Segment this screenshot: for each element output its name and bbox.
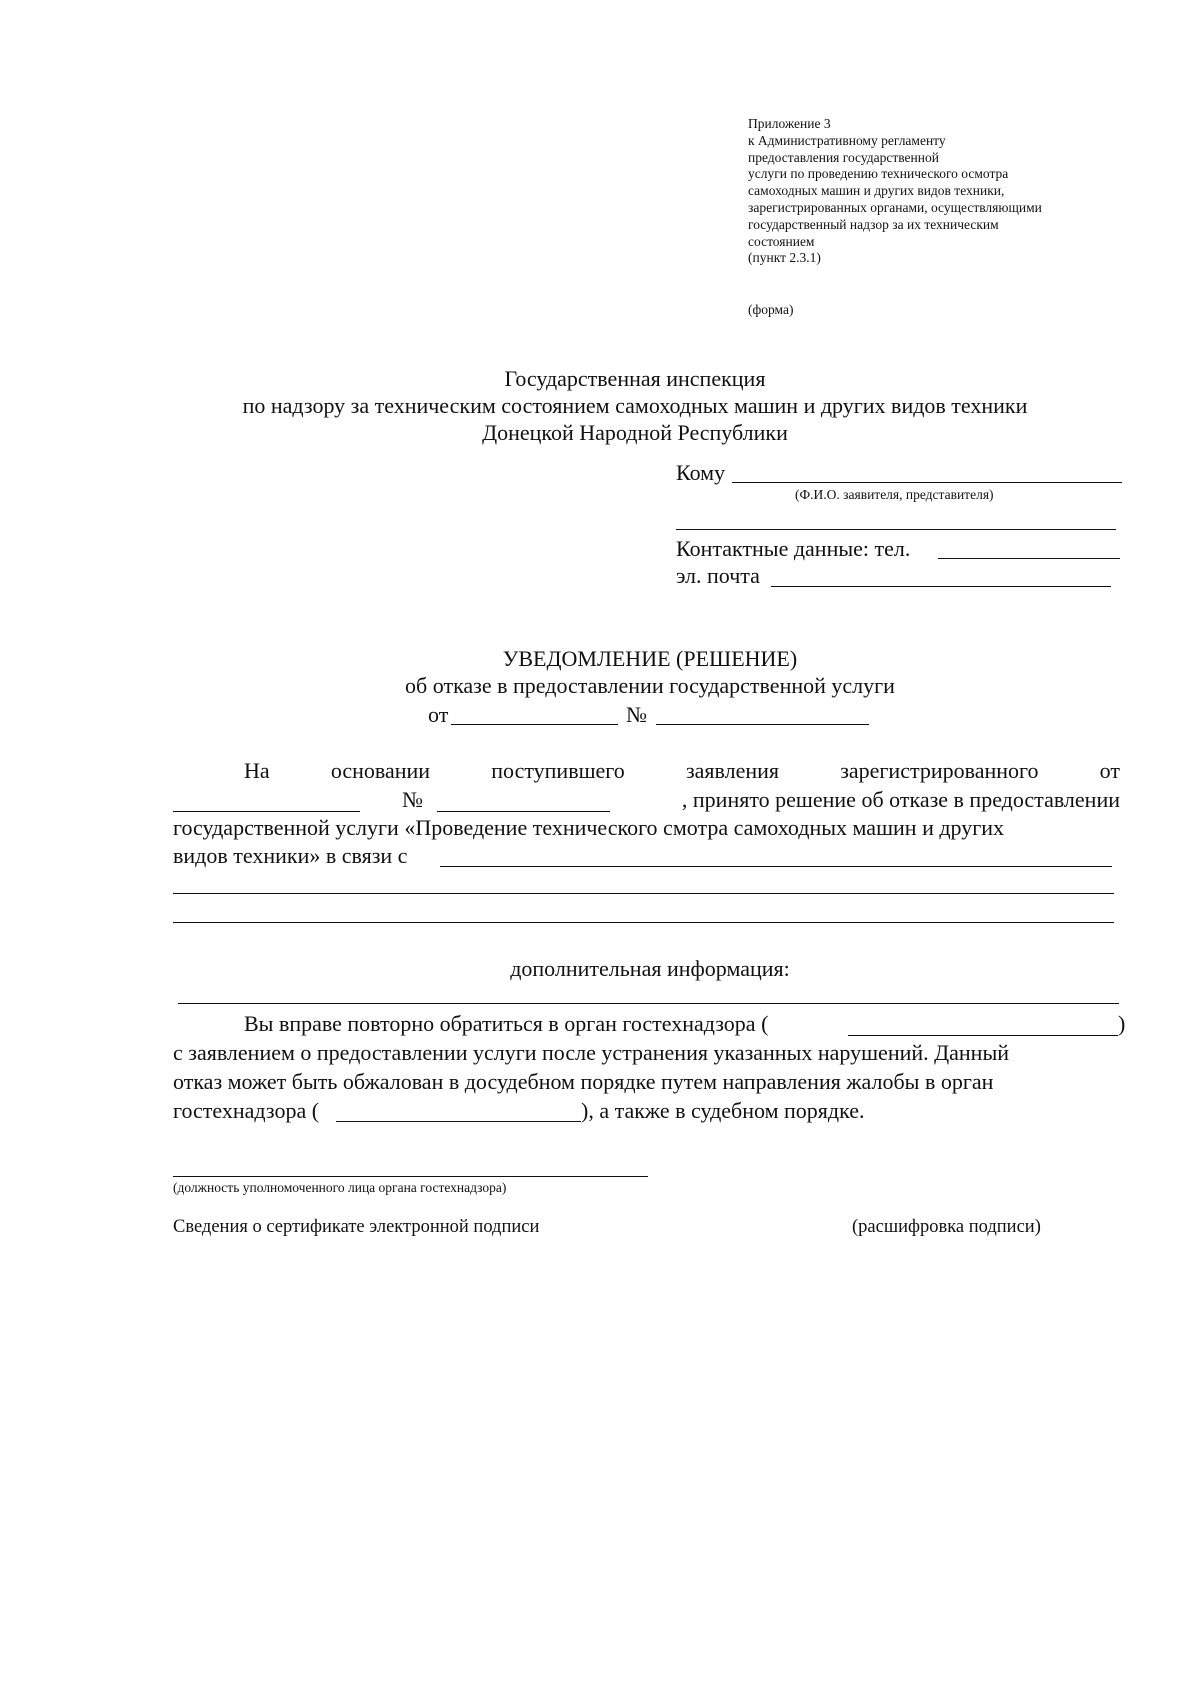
notice-number-sign: № [626, 702, 647, 727]
issuer-line-3: Донецкой Народной Республики [482, 420, 788, 445]
application-number-field[interactable] [437, 811, 610, 812]
reason-field-3[interactable] [173, 922, 1114, 923]
phone-field[interactable] [938, 558, 1120, 559]
additional-info-field[interactable] [178, 1003, 1119, 1004]
issuer-line-2: по надзору за техническим состоянием самоходных машин и других видов техники [242, 393, 1028, 418]
appendix-line: самоходных машин и других видов техники, [748, 183, 1005, 199]
main-line-3: государственной услуги «Проведение технического смотра самоходных машин и других [173, 815, 1005, 840]
appendix-block [748, 116, 1148, 267]
appeal-line-3: отказ может быть обжалован в досудебном порядке путем направления жалобы в орган [173, 1069, 994, 1094]
decoding-label: (расшифровка подписи) [852, 1217, 1041, 1237]
notice-date-field[interactable] [451, 724, 618, 725]
contact-label: Контактные данные: тел. [676, 536, 911, 561]
appendix-line: состоянием [748, 233, 815, 249]
appeal-line-4-end: ), а также в судебном порядке. [581, 1098, 865, 1123]
main-word: от [1099, 758, 1120, 783]
application-date-field[interactable] [173, 811, 360, 812]
notice-subtitle: об отказе в предоставлении государственной услуги [405, 673, 895, 698]
main-line-2-rest: , принято решение об отказе в предоставлении [681, 787, 1120, 812]
reason-field-2[interactable] [173, 893, 1114, 894]
main-line-4: видов техники» в связи с [173, 843, 408, 868]
appendix-line: к Административному регламенту [748, 132, 946, 148]
to-caption: (Ф.И.О. заявителя, представителя) [795, 487, 994, 502]
appendix-line: государственный надзор за их техническим [748, 216, 999, 232]
appeal-line-4-start: гостехнадзора ( [173, 1098, 320, 1123]
email-label: эл. почта [676, 563, 760, 588]
appendix-line: (пункт 2.3.1) [748, 250, 821, 266]
authority-field-2[interactable] [336, 1121, 581, 1122]
authority-field-1[interactable] [848, 1035, 1118, 1036]
position-field[interactable] [173, 1176, 648, 1177]
main-word: поступившего [491, 758, 625, 783]
main-word: заявления [685, 758, 780, 783]
position-caption: (должность уполномоченного лица органа гостехнадзора) [173, 1180, 507, 1195]
main-number-sign: № [402, 787, 423, 812]
appendix-line: Приложение 3 [748, 116, 831, 131]
issuer-heading [100, 365, 1170, 446]
notice-title: УВЕДОМЛЕНИЕ (РЕШЕНИЕ) [502, 646, 798, 671]
email-field[interactable] [771, 586, 1111, 587]
to-label: Кому [676, 460, 726, 485]
appeal-line-1-start: Вы вправе повторно обратиться в орган гостехнадзора ( [244, 1011, 769, 1036]
appeal-line-1-end: ) [1118, 1011, 1126, 1036]
issuer-line-1: Государственная инспекция [504, 366, 766, 391]
main-line-1 [244, 757, 1120, 784]
to-name-field[interactable] [732, 482, 1122, 483]
main-word: основании [330, 758, 431, 783]
appendix-line: предоставления государственной [748, 149, 939, 165]
appendix-line: зарегистрированных органами, осуществляющими [748, 199, 1042, 215]
additional-label: дополнительная информация: [510, 956, 790, 981]
notice-date-prefix: от [428, 702, 449, 727]
reason-field-1[interactable] [440, 866, 1112, 867]
appeal-line-2: с заявлением о предоставлении услуги после устранения указанных нарушений. Данный [173, 1040, 1010, 1065]
notice-heading [100, 645, 1200, 699]
appendix-line: услуги по проведению технического осмотра [748, 166, 1009, 182]
main-word: зарегистрированного [840, 758, 1039, 783]
to-extra-field[interactable] [676, 529, 1116, 530]
main-word: На [244, 758, 270, 783]
notice-number-field[interactable] [656, 724, 869, 725]
form-label: (форма) [748, 302, 794, 317]
certificate-label: Сведения о сертификате электронной подписи [173, 1217, 540, 1237]
